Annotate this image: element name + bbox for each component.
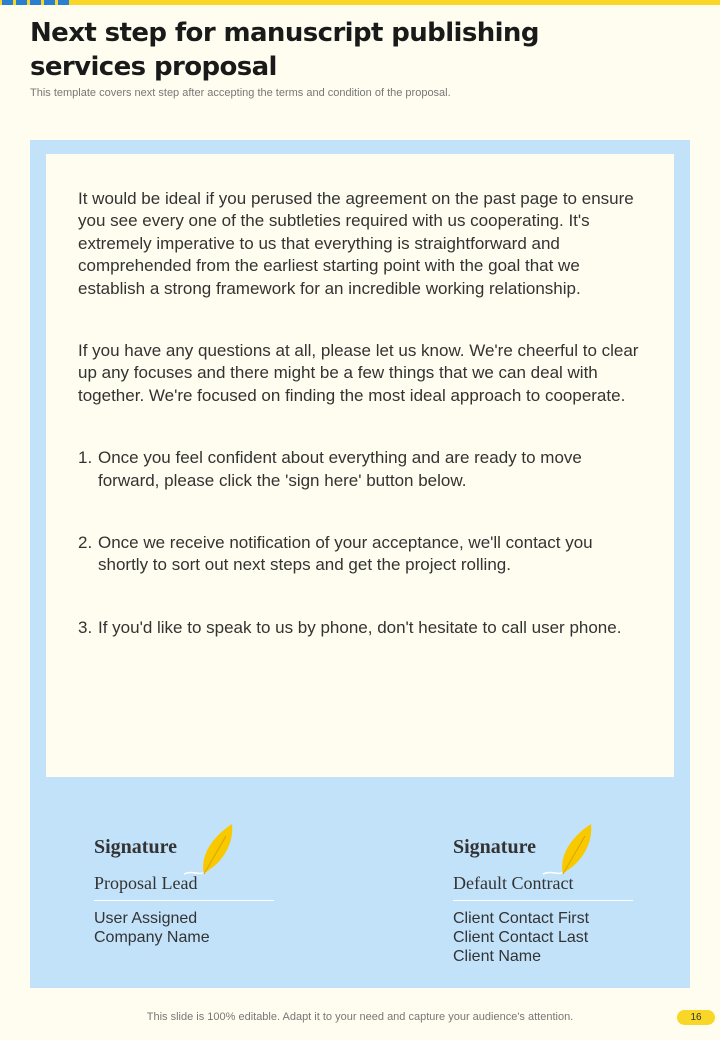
feather-icon <box>180 822 238 882</box>
signature-title[interactable] <box>94 832 274 862</box>
page-title-line1: Next step for manuscript publishing <box>30 18 539 48</box>
step-number: 1. <box>78 448 93 468</box>
signature-title[interactable] <box>453 832 633 862</box>
step-number: 3. <box>78 617 93 637</box>
signature-title-text: Signature <box>453 836 536 858</box>
page-subtitle: This template covers next step after accepting the terms and condition of the proposal. <box>30 87 451 99</box>
step-number: 2. <box>78 533 93 553</box>
signature-role: Default Contract <box>453 873 633 901</box>
signature-line: Company Name <box>94 929 210 946</box>
page-title <box>30 16 590 84</box>
step-text: Once we receive notification of your acceptance, we'll contact you shortly to sort out next steps and get the project rolling. <box>98 533 593 575</box>
signature-line: Client Contact Last <box>453 929 589 946</box>
signature-line: User Assigned <box>94 910 198 927</box>
signature-details <box>94 909 274 947</box>
signature-role: Proposal Lead <box>94 873 274 901</box>
footer-text: This slide is 100% editable. Adapt it to your need and capture your audience's attention. <box>146 1011 574 1023</box>
content-card <box>46 154 674 777</box>
signature-line: Client Name <box>453 948 542 965</box>
body-paragraph-2: If you have any questions at all, please let us know. We're cheerful to clear up any focuses and there might be a few things that we can deal with together. We're focused on finding the most ideal approach to cooperate. <box>78 341 639 405</box>
content-panel <box>30 140 690 988</box>
step-text: If you'd like to speak to us by phone, don't hesitate to call user phone. <box>98 617 622 637</box>
feather-icon <box>539 822 597 882</box>
signature-details <box>453 909 633 966</box>
body-paragraph-1: It would be ideal if you perused the agreement on the past page to ensure you see every one of the subtleties required with us cooperating. It's extremely imperative to us that everything is straightforward and comprehended from the earliest starting point with the goal that we establish a strong framework for an incredible working relationship. <box>78 189 634 298</box>
top-accent-bar <box>0 0 720 5</box>
signature-line: Client Contact First <box>453 910 590 927</box>
step-item-3 <box>78 617 642 639</box>
page-number-badge: 16 <box>677 1010 715 1025</box>
step-text: Once you feel confident about everything and are ready to move forward, please click the 'sign here' button below. <box>98 448 582 490</box>
signature-block-right <box>453 800 633 966</box>
step-item-2 <box>78 532 642 577</box>
step-item-1 <box>78 447 642 492</box>
signature-block-left <box>94 800 274 947</box>
page-title-line2: services proposal <box>30 52 277 82</box>
top-accent-dashes <box>0 0 80 5</box>
signature-title-text: Signature <box>94 836 177 858</box>
